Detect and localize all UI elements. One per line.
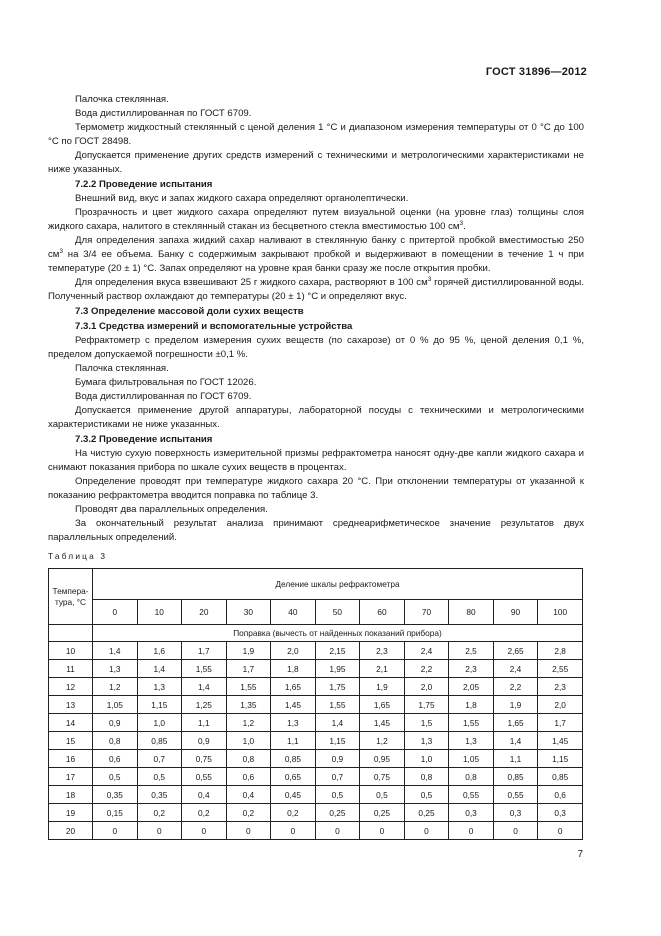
empty-cell (49, 625, 93, 642)
section-heading-7-3-2: 7.3.2 Проведение испытания (75, 434, 213, 445)
correction-cell: 2,0 (538, 696, 583, 714)
section-heading-7-3-1: 7.3.1 Средства измерений и вспомогательные устройства (75, 321, 353, 332)
correction-cell: 1,05 (93, 696, 138, 714)
body-text (48, 93, 584, 545)
correction-cell: 0 (449, 822, 494, 840)
table-row (49, 660, 583, 678)
correction-cell: 0,5 (360, 786, 405, 804)
correction-cell: 0 (360, 822, 405, 840)
correction-cell: 1,3 (449, 732, 494, 750)
scale-column-header: 70 (404, 600, 449, 625)
correction-cell: 0 (493, 822, 538, 840)
correction-cell: 1,15 (538, 750, 583, 768)
correction-cell: 0,15 (93, 804, 138, 822)
correction-cell: 0,9 (93, 714, 138, 732)
scale-column-header: 0 (93, 600, 138, 625)
correction-cell: 1,55 (315, 696, 360, 714)
temperature-cell: 19 (49, 804, 93, 822)
correction-cell: 1,65 (360, 696, 405, 714)
correction-cell: 0,65 (271, 768, 316, 786)
correction-cell: 0 (137, 822, 182, 840)
standard-header: ГОСТ 31896—2012 (485, 66, 587, 78)
table-row (49, 750, 583, 768)
correction-cell: 2,0 (271, 642, 316, 660)
correction-cell: 1,25 (182, 696, 227, 714)
correction-cell: 0,5 (93, 768, 138, 786)
correction-cell: 1,2 (226, 714, 271, 732)
correction-cell: 0 (93, 822, 138, 840)
correction-cell: 1,9 (360, 678, 405, 696)
correction-cell: 1,7 (182, 642, 227, 660)
paragraph: Палочка стеклянная. (75, 363, 169, 374)
correction-cell: 0,5 (315, 786, 360, 804)
correction-cell: 2,2 (404, 660, 449, 678)
scale-division-header: Деление шкалы рефрактометра (93, 569, 583, 600)
correction-cell: 1,55 (182, 660, 227, 678)
correction-cell: 0,55 (182, 768, 227, 786)
correction-cell: 2,2 (493, 678, 538, 696)
correction-cell: 0,5 (137, 768, 182, 786)
correction-cell: 0,45 (271, 786, 316, 804)
scale-column-header: 50 (315, 600, 360, 625)
correction-cell: 1,9 (493, 696, 538, 714)
correction-cell: 1,55 (449, 714, 494, 732)
section-heading-7-2-2: 7.2.2 Проведение испытания (75, 179, 213, 190)
correction-cell: 2,3 (360, 642, 405, 660)
correction-cell: 1,4 (137, 660, 182, 678)
correction-cell: 0 (271, 822, 316, 840)
correction-cell: 0,85 (493, 768, 538, 786)
temperature-cell: 10 (49, 642, 93, 660)
correction-cell: 0,9 (315, 750, 360, 768)
correction-cell: 1,65 (493, 714, 538, 732)
correction-cell: 0,25 (315, 804, 360, 822)
correction-cell: 2,3 (449, 660, 494, 678)
table-row (49, 822, 583, 840)
correction-cell: 0,2 (271, 804, 316, 822)
table-caption: Таблица 3 (48, 551, 108, 561)
correction-cell: 0,3 (538, 804, 583, 822)
temperature-cell: 15 (49, 732, 93, 750)
temperature-cell: 11 (49, 660, 93, 678)
correction-cell: 0,85 (538, 768, 583, 786)
correction-cell: 1,1 (271, 732, 316, 750)
correction-cell: 2,3 (538, 678, 583, 696)
correction-cell: 0,5 (404, 786, 449, 804)
temperature-cell: 14 (49, 714, 93, 732)
correction-cell: 0,4 (182, 786, 227, 804)
correction-cell: 1,1 (182, 714, 227, 732)
correction-cell: 1,9 (226, 642, 271, 660)
correction-cell: 0,9 (182, 732, 227, 750)
scale-column-header: 60 (360, 600, 405, 625)
correction-cell: 0,85 (271, 750, 316, 768)
correction-cell: 0,8 (404, 768, 449, 786)
correction-cell: 0,2 (226, 804, 271, 822)
paragraph: Вода дистиллированная по ГОСТ 6709. (75, 391, 252, 402)
correction-cell: 1,05 (449, 750, 494, 768)
correction-cell: 1,7 (226, 660, 271, 678)
temperature-cell: 20 (49, 822, 93, 840)
correction-cell: 1,4 (93, 642, 138, 660)
correction-cell: 1,4 (493, 732, 538, 750)
correction-cell: 0,25 (404, 804, 449, 822)
correction-cell: 0 (182, 822, 227, 840)
temperature-cell: 18 (49, 786, 93, 804)
correction-cell: 1,75 (404, 696, 449, 714)
correction-cell: 0,7 (137, 750, 182, 768)
correction-cell: 2,55 (538, 660, 583, 678)
scale-column-header: 100 (538, 600, 583, 625)
table-row (49, 804, 583, 822)
correction-cell: 2,4 (404, 642, 449, 660)
page-number: 7 (577, 849, 583, 860)
paragraph: Допускается применение других средств измерений с техническими и метрологическими характеристиками не ниже указанных. (48, 150, 584, 175)
correction-cell: 0 (315, 822, 360, 840)
correction-cell: 2,0 (404, 678, 449, 696)
table-row (49, 696, 583, 714)
table-row (49, 642, 583, 660)
correction-cell: 2,1 (360, 660, 405, 678)
table-row (49, 786, 583, 804)
paragraph: На чистую сухую поверхность измерительной призмы рефрактометра наносят одну-две капли жидкого сахара и снимают показания прибора по шкале сухих веществ в процентах. (48, 448, 584, 473)
correction-cell: 1,4 (182, 678, 227, 696)
scale-column-header: 30 (226, 600, 271, 625)
temperature-cell: 13 (49, 696, 93, 714)
paragraph: Для определения вкуса взвешивают 25 г жидкого сахара, растворяют в 100 $см^3$ горячей дистиллированной воды. Полученный раствор охлаждают до температуры (20 ± 1) °С и определяют вкус. (48, 276, 584, 302)
correction-cell: 0,4 (226, 786, 271, 804)
correction-cell: 1,55 (226, 678, 271, 696)
table-row (49, 678, 583, 696)
paragraph: Проводят два параллельных определения. (75, 504, 268, 515)
correction-cell: 2,65 (493, 642, 538, 660)
correction-cell: 1,8 (449, 696, 494, 714)
paragraph: Определение проводят при температуре жидкого сахара 20 °С. При отклонении температуры от указанной к показанию рефрактометра вводится поправка по таблице 3. (48, 476, 584, 501)
correction-cell: 0 (538, 822, 583, 840)
scale-column-header: 20 (182, 600, 227, 625)
temperature-cell: 17 (49, 768, 93, 786)
correction-cell: 1,75 (315, 678, 360, 696)
correction-cell: 0,8 (449, 768, 494, 786)
correction-cell: 2,5 (449, 642, 494, 660)
correction-cell: 1,35 (226, 696, 271, 714)
correction-cell: 2,05 (449, 678, 494, 696)
correction-cell: 1,4 (315, 714, 360, 732)
correction-cell: 1,65 (271, 678, 316, 696)
paragraph: Внешний вид, вкус и запах жидкого сахара определяют органолептически. (75, 193, 409, 204)
paragraph: Прозрачность и цвет жидкого сахара определяют путем визуальной оценки (на уровне глаз) толщины слоя жидкого сахара, налитого в стеклянный стакан из бесцветного стекла вместимостью 100 $см^3$. (48, 207, 584, 232)
scale-column-header: 90 (493, 600, 538, 625)
correction-cell: 0,8 (226, 750, 271, 768)
correction-cell: 0,75 (182, 750, 227, 768)
correction-cell: 0 (226, 822, 271, 840)
table-row (49, 714, 583, 732)
paragraph: Вода дистиллированная по ГОСТ 6709. (75, 108, 252, 119)
paragraph: Палочка стеклянная. (75, 94, 169, 105)
scale-column-header: 40 (271, 600, 316, 625)
correction-cell: 2,8 (538, 642, 583, 660)
correction-cell: 0,3 (449, 804, 494, 822)
section-heading-7-3: 7.3 Определение массовой доли сухих веществ (75, 306, 304, 317)
correction-cell: 1,15 (315, 732, 360, 750)
correction-cell: 1,8 (271, 660, 316, 678)
scale-column-header: 10 (137, 600, 182, 625)
correction-cell: 1,45 (538, 732, 583, 750)
correction-cell: 1,7 (538, 714, 583, 732)
correction-cell: 1,45 (360, 714, 405, 732)
correction-cell: 0,35 (93, 786, 138, 804)
correction-cell: 0,2 (137, 804, 182, 822)
paragraph: Для определения запаха жидкий сахар наливают в стеклянную банку с притертой пробкой вместимостью 250 $см^3$ на 3/4 ее объема. Банку с содержимым закрывают пробкой и выдерживают в помещении в течение 1 ч при температуре (20 ± 1) °С. Запах определяют на уровне края банки сразу же после открытия пробки. (48, 235, 584, 274)
correction-cell: 0,85 (137, 732, 182, 750)
correction-cell: 0,6 (538, 786, 583, 804)
paragraph: Бумага фильтровальная по ГОСТ 12026. (75, 377, 257, 388)
correction-cell: 1,0 (137, 714, 182, 732)
correction-cell: 0,8 (93, 732, 138, 750)
correction-cell: 0 (404, 822, 449, 840)
correction-cell: 0,55 (493, 786, 538, 804)
table-row (49, 768, 583, 786)
correction-cell: 1,1 (493, 750, 538, 768)
correction-cell: 1,95 (315, 660, 360, 678)
correction-cell: 1,5 (404, 714, 449, 732)
paragraph: Допускается применение другой аппаратуры, лабораторной посуды с техническими и метрологическими характеристиками не ниже указанных. (48, 405, 584, 430)
correction-cell: 0,6 (93, 750, 138, 768)
table-row (49, 732, 583, 750)
paragraph: Рефрактометр с пределом измерения сухих веществ (по сахарозе) от 0 % до 95 %, ценой деления 0,1 %, пределом допускаемой погрешности ±0,1 %. (48, 335, 584, 360)
correction-cell: 2,4 (493, 660, 538, 678)
correction-cell: 1,3 (271, 714, 316, 732)
correction-table (48, 568, 583, 840)
paragraph: Термометр жидкостный стеклянный с ценой деления 1 °С и диапазоном измерения температуры от 0 °С до 100 °С по ГОСТ 28498. (48, 122, 584, 147)
correction-cell: 0,75 (360, 768, 405, 786)
temperature-cell: 12 (49, 678, 93, 696)
correction-cell: 0,25 (360, 804, 405, 822)
correction-cell: 0,95 (360, 750, 405, 768)
correction-cell: 1,6 (137, 642, 182, 660)
correction-cell: 1,3 (404, 732, 449, 750)
correction-subheader: Поправка (вычесть от найденных показаний прибора) (93, 625, 583, 642)
correction-cell: 0,55 (449, 786, 494, 804)
paragraph: За окончательный результат анализа принимают среднеарифметическое значение результатов двух параллельных определений. (48, 518, 584, 543)
temperature-column-header: Темпера-тура, °С (49, 569, 93, 625)
temperature-cell: 16 (49, 750, 93, 768)
correction-cell: 1,3 (137, 678, 182, 696)
correction-cell: 0,35 (137, 786, 182, 804)
correction-cell: 2,15 (315, 642, 360, 660)
correction-cell: 0,2 (182, 804, 227, 822)
correction-cell: 0,3 (493, 804, 538, 822)
correction-cell: 0,6 (226, 768, 271, 786)
correction-cell: 0,7 (315, 768, 360, 786)
correction-cell: 1,0 (404, 750, 449, 768)
correction-cell: 1,2 (360, 732, 405, 750)
correction-cell: 1,15 (137, 696, 182, 714)
correction-cell: 1,45 (271, 696, 316, 714)
correction-cell: 1,0 (226, 732, 271, 750)
correction-cell: 1,2 (93, 678, 138, 696)
correction-cell: 1,3 (93, 660, 138, 678)
scale-column-header: 80 (449, 600, 494, 625)
